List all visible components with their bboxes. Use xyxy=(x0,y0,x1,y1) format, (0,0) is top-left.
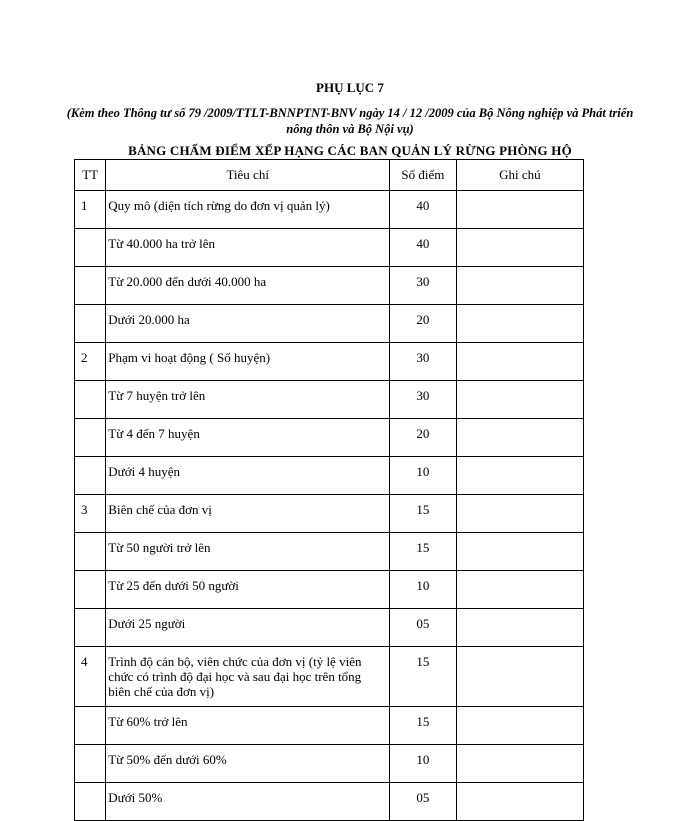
row-note xyxy=(456,707,583,745)
row-note xyxy=(456,647,583,707)
row-tt xyxy=(75,609,106,647)
table-row xyxy=(75,707,584,745)
row-criteria: Từ 50% đến dưới 60% xyxy=(106,745,390,783)
table-row xyxy=(75,609,584,647)
table-row xyxy=(75,647,584,707)
row-criteria: Từ 60% trở lên xyxy=(106,707,390,745)
table-row xyxy=(75,343,584,381)
table-row xyxy=(75,229,584,267)
row-score: 10 xyxy=(390,457,457,495)
row-tt xyxy=(75,381,106,419)
row-note xyxy=(456,229,583,267)
row-tt xyxy=(75,745,106,783)
row-tt: 2 xyxy=(75,343,106,381)
row-note xyxy=(456,609,583,647)
row-score: 15 xyxy=(390,647,457,707)
row-criteria: Quy mô (diện tích rừng do đơn vị quản lý) xyxy=(106,191,390,229)
table-row xyxy=(75,191,584,229)
table-row xyxy=(75,745,584,783)
row-note xyxy=(456,381,583,419)
scoring-table xyxy=(74,159,584,821)
row-tt xyxy=(75,419,106,457)
table-row xyxy=(75,571,584,609)
header-score: Số điểm xyxy=(390,160,457,191)
appendix-title: PHỤ LỤC 7 xyxy=(316,80,384,95)
appendix-subtitle: (Kèm theo Thông tư số 79 /2009/TTLT-BNNPTNT-BNV ngày 14 / 12 /2009 của Bộ Nông nghiệp và Phát triển nông thôn và Bộ Nội vụ) xyxy=(66,106,634,136)
row-score: 10 xyxy=(390,571,457,609)
row-criteria: Từ 40.000 ha trở lên xyxy=(106,229,390,267)
row-score: 05 xyxy=(390,609,457,647)
table-row xyxy=(75,533,584,571)
row-tt: 4 xyxy=(75,647,106,707)
row-note xyxy=(456,571,583,609)
table-title: BẢNG CHẤM ĐIỂM XẾP HẠNG CÁC BAN QUẢN LÝ RỪNG PHÒNG HỘ xyxy=(128,143,572,158)
row-note xyxy=(456,419,583,457)
row-tt xyxy=(75,229,106,267)
table-row xyxy=(75,783,584,821)
row-note xyxy=(456,457,583,495)
row-note xyxy=(456,495,583,533)
row-score: 10 xyxy=(390,745,457,783)
row-criteria: Trình độ cán bộ, viên chức của đơn vị (tỷ lệ viên chức có trình độ đại học và sau đại học trên tổng biên chế của đơn vị) xyxy=(106,647,390,707)
row-criteria: Biên chế của đơn vị xyxy=(106,495,390,533)
table-row xyxy=(75,495,584,533)
row-score: 20 xyxy=(390,305,457,343)
header-tt: TT xyxy=(75,160,106,191)
row-tt xyxy=(75,571,106,609)
table-row xyxy=(75,381,584,419)
row-tt: 3 xyxy=(75,495,106,533)
row-score: 40 xyxy=(390,229,457,267)
row-criteria: Dưới 50% xyxy=(106,783,390,821)
row-tt: 1 xyxy=(75,191,106,229)
row-score: 30 xyxy=(390,381,457,419)
row-criteria: Dưới 20.000 ha xyxy=(106,305,390,343)
header-note: Ghi chú xyxy=(456,160,583,191)
row-score: 05 xyxy=(390,783,457,821)
table-row xyxy=(75,419,584,457)
row-note xyxy=(456,305,583,343)
row-tt xyxy=(75,783,106,821)
row-criteria: Phạm vi hoạt động ( Số huyện) xyxy=(106,343,390,381)
row-criteria: Dưới 4 huyện xyxy=(106,457,390,495)
row-criteria: Từ 7 huyện trở lên xyxy=(106,381,390,419)
header-criteria: Tiêu chí xyxy=(106,160,390,191)
table-header-row xyxy=(75,160,584,191)
row-note xyxy=(456,533,583,571)
row-score: 15 xyxy=(390,495,457,533)
row-tt xyxy=(75,305,106,343)
row-tt xyxy=(75,533,106,571)
row-criteria: Từ 25 đến dưới 50 người xyxy=(106,571,390,609)
row-tt xyxy=(75,267,106,305)
row-tt xyxy=(75,457,106,495)
row-score: 15 xyxy=(390,533,457,571)
row-score: 30 xyxy=(390,343,457,381)
row-score: 40 xyxy=(390,191,457,229)
table-row xyxy=(75,457,584,495)
row-criteria: Từ 20.000 đến dưới 40.000 ha xyxy=(106,267,390,305)
row-tt xyxy=(75,707,106,745)
row-score: 15 xyxy=(390,707,457,745)
row-note xyxy=(456,191,583,229)
row-criteria: Từ 4 đến 7 huyện xyxy=(106,419,390,457)
table-row xyxy=(75,267,584,305)
row-score: 20 xyxy=(390,419,457,457)
row-note xyxy=(456,745,583,783)
row-criteria: Từ 50 người trở lên xyxy=(106,533,390,571)
row-note xyxy=(456,783,583,821)
row-note xyxy=(456,343,583,381)
row-score: 30 xyxy=(390,267,457,305)
row-note xyxy=(456,267,583,305)
table-row xyxy=(75,305,584,343)
row-criteria: Dưới 25 người xyxy=(106,609,390,647)
